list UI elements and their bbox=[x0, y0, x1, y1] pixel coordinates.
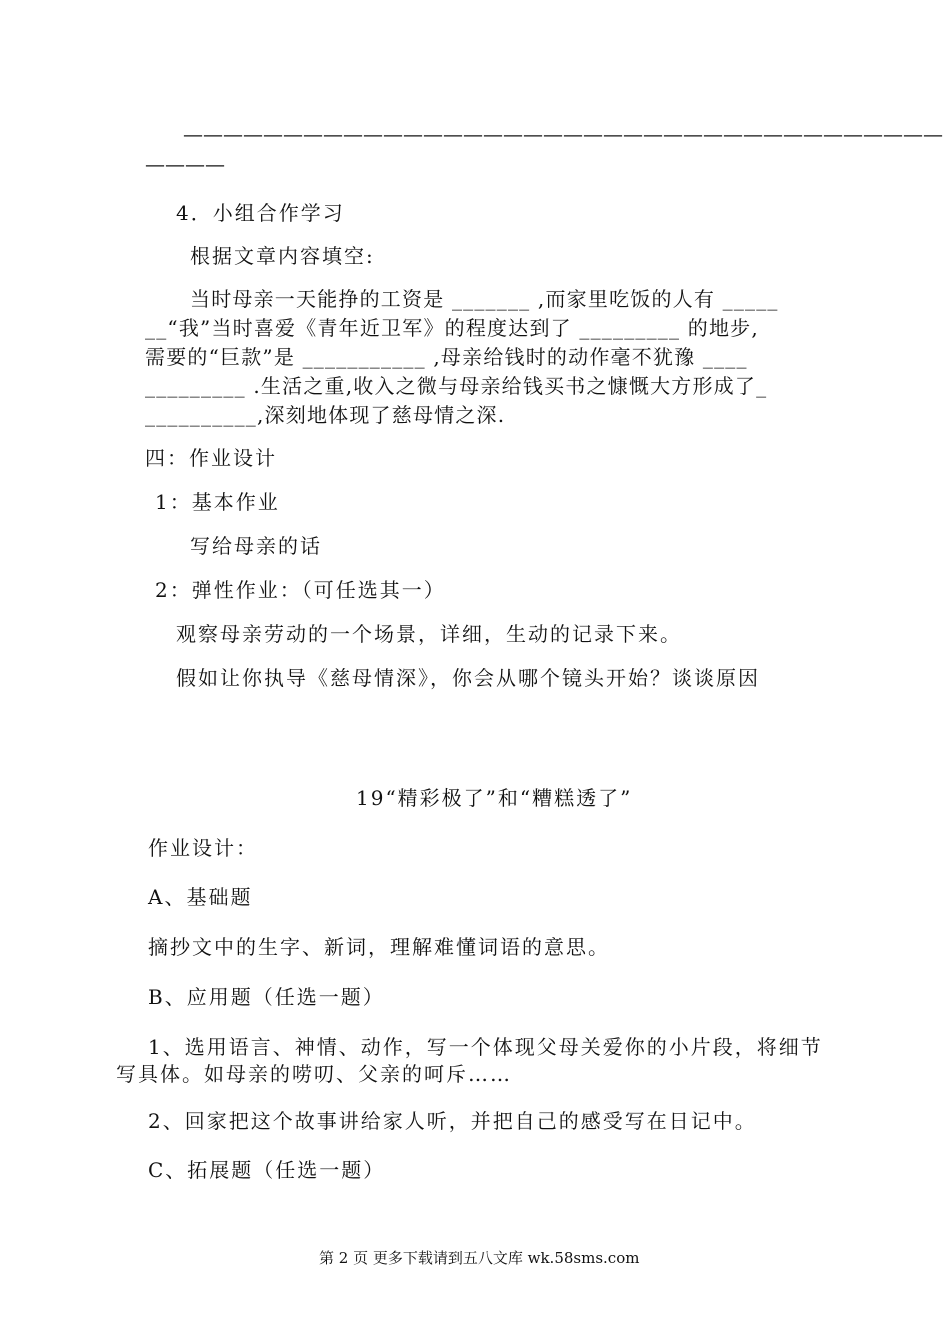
fill-blank-line: __“我”当时喜爱《青年近卫军》的程度达到了 _________ 的地步, bbox=[145, 316, 759, 340]
homework-item: 观察母亲劳动的一个场景，详细，生动的记录下来。 bbox=[176, 622, 682, 646]
fill-blank-line: 当时母亲一天能挣的工资是 _______ ,而家里吃饭的人有 _____ bbox=[190, 287, 779, 311]
subsection-heading: B、应用题（任选一题） bbox=[148, 985, 385, 1009]
instruction-text: 根据文章内容填空: bbox=[190, 244, 375, 268]
homework-item: 写给母亲的话 bbox=[190, 534, 322, 558]
homework-item: 假如让你执导《慈母情深》，你会从哪个镜头开始？谈谈原因 bbox=[176, 666, 760, 690]
section-heading: 四：作业设计 bbox=[145, 446, 277, 470]
fill-blank-line: __________,深刻地体现了慈母情之深. bbox=[145, 403, 506, 427]
subsection-heading: 2：弹性作业：（可任选其一） bbox=[155, 578, 446, 602]
homework-item: 写具体。如母亲的唠叨、父亲的呵斥…… bbox=[116, 1062, 512, 1086]
homework-item: 1、选用语言、神情、动作，写一个体现父母关爱你的小片段，将细节 bbox=[148, 1035, 823, 1059]
page-footer: 第 2 页 更多下载请到五八文库 wk.58sms.com bbox=[319, 1249, 640, 1267]
fill-blank-line: _________ .生活之重,收入之微与母亲给钱买书之慷慨大方形成了_ bbox=[145, 374, 768, 398]
answer-dash-line: —————————————————————————————————————— bbox=[183, 122, 943, 146]
subsection-heading: A、基础题 bbox=[148, 885, 253, 909]
subsection-heading: 1：基本作业 bbox=[155, 490, 280, 514]
fill-blank-line: 需要的“巨款”是 ___________ ,母亲给钱时的动作毫不犹豫 ____ bbox=[145, 345, 748, 369]
lesson-title: 19“精彩极了”和“糟糕透了” bbox=[356, 786, 633, 810]
homework-item: 摘抄文中的生字、新词，理解难懂词语的意思。 bbox=[148, 935, 610, 959]
section-heading: 作业设计： bbox=[148, 836, 258, 860]
answer-dash-line: ———— bbox=[145, 152, 225, 176]
subsection-heading: C、拓展题（任选一题） bbox=[148, 1158, 386, 1182]
homework-item: 2、回家把这个故事讲给家人听，并把自己的感受写在日记中。 bbox=[148, 1109, 757, 1133]
section-heading: 4．小组合作学习 bbox=[176, 201, 345, 225]
